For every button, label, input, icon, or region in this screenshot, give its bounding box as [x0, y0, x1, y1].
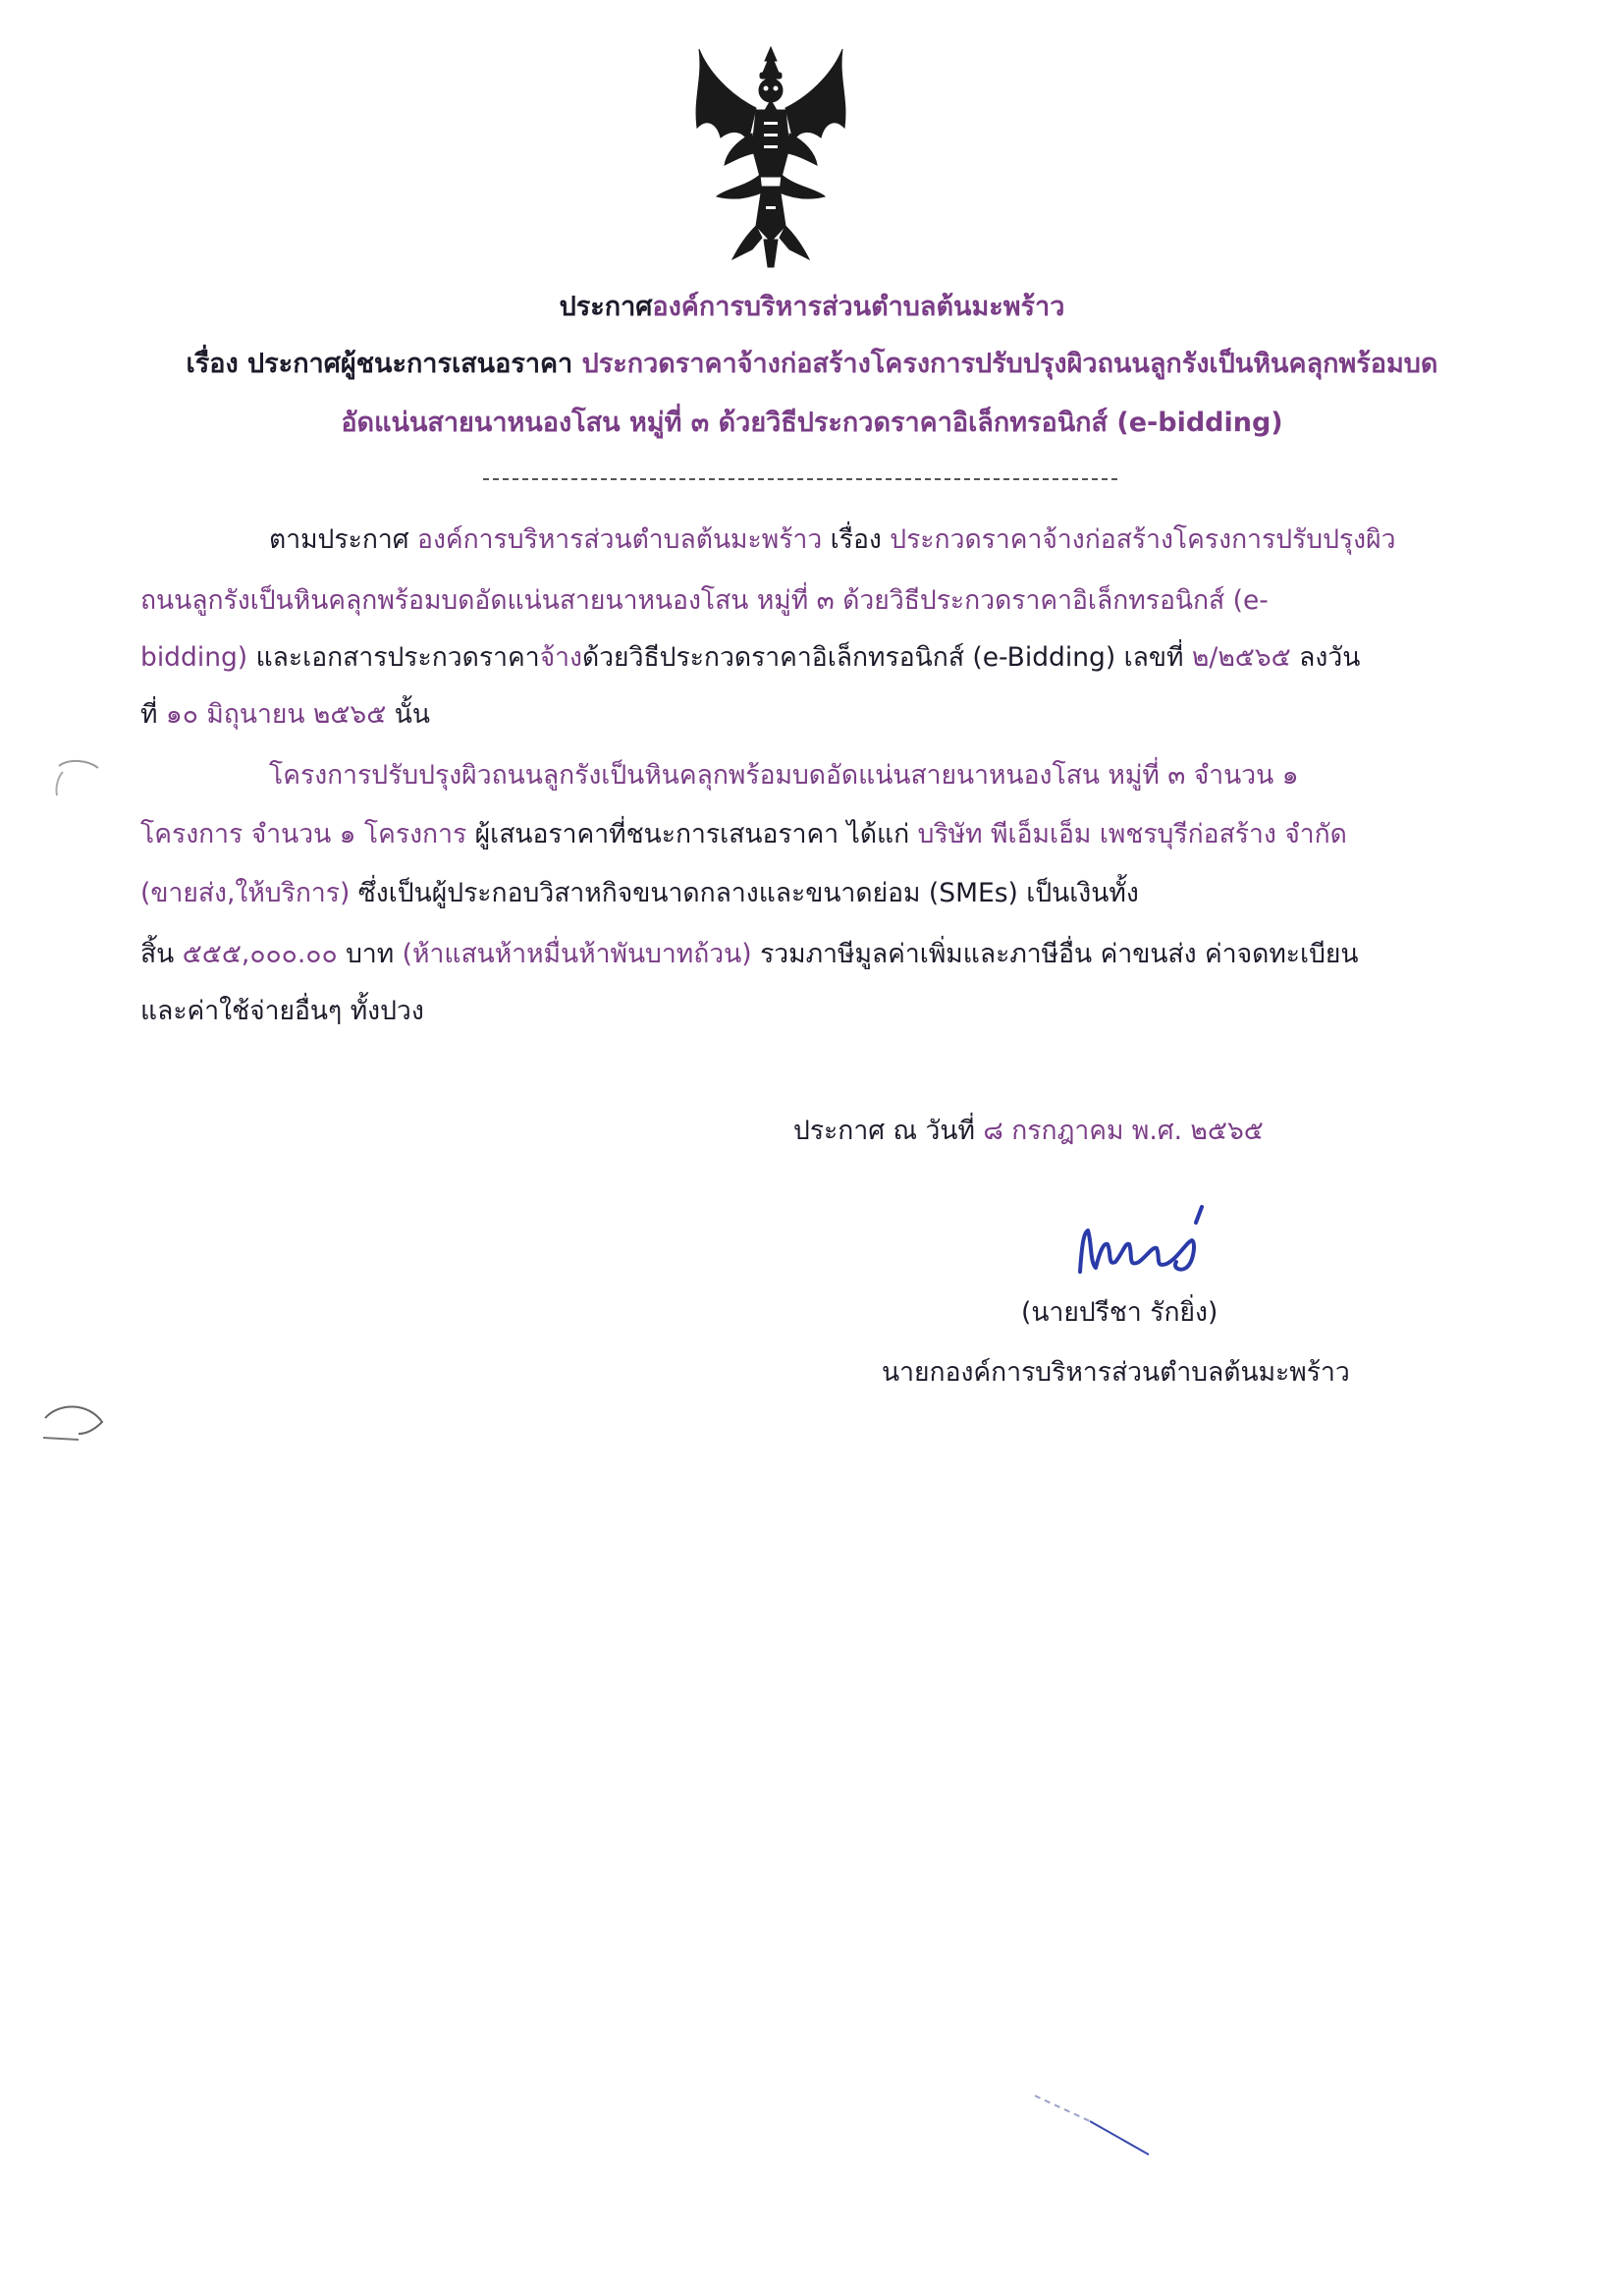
date-value: ๘ กรกฎาคม พ.ศ. ๒๕๖๕ — [983, 1116, 1264, 1146]
signer-title: นายกองค์การบริหารส่วนตำบลต้นมะพร้าว — [882, 1357, 1350, 1388]
p2-text: สิ้น — [140, 939, 175, 969]
paragraph2-line5: และค่าใช้จ่ายอื่นๆ ทั้งปวง — [140, 996, 424, 1026]
p1-organization: องค์การบริหารส่วนตำบลต้นมะพร้าว — [417, 524, 823, 555]
scan-mark — [1031, 2092, 1159, 2160]
handwritten-signature — [1070, 1203, 1227, 1286]
p2-text: รวมภาษีมูลค่าเพิ่มและภาษีอื่น ค่าขนส่ง ค่าจดทะเบียน — [760, 939, 1359, 969]
p1-text: นั้น — [394, 699, 430, 730]
p1-project: ประกวดราคาจ้างก่อสร้างโครงการปรับปรุงผิว — [890, 524, 1396, 555]
title-prefix: ประกาศ — [559, 292, 653, 322]
paragraph1-line1 — [269, 519, 1396, 560]
subject-label: เรื่อง ประกาศผู้ชนะการเสนอราคา — [186, 349, 573, 379]
p1-text: เรื่อง — [830, 524, 882, 555]
subject-text-1: ประกวดราคาจ้างก่อสร้างโครงการปรับปรุงผิวถนนลูกรังเป็นหินคลุกพร้อมบด — [581, 349, 1438, 379]
p2-text: โครงการ จำนวน ๑ โครงการ — [140, 819, 467, 849]
p1-text: ลงวัน — [1299, 642, 1361, 673]
p1-date: ๑๐ มิถุนายน ๒๕๖๕ — [165, 699, 387, 730]
paragraph2-line4 — [140, 933, 1359, 974]
date-label: ประกาศ ณ วันที่ — [793, 1116, 975, 1146]
signer-name: (นายปรีชา รักยิ่ง) — [1021, 1297, 1218, 1328]
p2-company: บริษัท พีเอ็มเอ็ม เพชรบุรีก่อสร้าง จำกัด — [917, 819, 1347, 849]
scan-mark — [49, 756, 108, 815]
p1-text: จ้าง — [539, 642, 582, 673]
garuda-emblem-icon — [687, 39, 854, 275]
paragraph1-line4 — [140, 693, 430, 735]
paragraph1-line3 — [140, 636, 1360, 678]
p2-text: ซึ่งเป็นผู้ประกอบวิสาหกิจขนาดกลางและขนาดย่อม (SMEs) เป็นเงินทั้ง — [357, 878, 1139, 908]
p2-text: ผู้เสนอราคาที่ชนะการเสนอราคา ได้แก่ — [474, 819, 910, 849]
p1-text: ที่ — [140, 699, 158, 730]
p1-text: ตามประกาศ — [269, 524, 409, 555]
p2-text: บาท — [346, 939, 395, 969]
subject-line-2: อัดแน่นสายนาหนองโสน หมู่ที่ ๓ ด้วยวิธีประกวดราคาอิเล็กทรอนิกส์ (e-bidding) — [341, 408, 1283, 438]
p1-text: bidding) — [140, 642, 248, 673]
p2-amount: ๕๕๕,๐๐๐.๐๐ — [182, 939, 338, 969]
scan-mark — [39, 1394, 108, 1453]
divider-line — [483, 478, 1117, 480]
subject-line-1 — [0, 342, 1624, 384]
paragraph2-line3 — [140, 872, 1139, 913]
paragraph2-line2 — [140, 813, 1347, 854]
p1-text: และเอกสารประกวดราคา — [255, 642, 540, 673]
p1-text: ด้วยวิธีประกวดราคาอิเล็กทรอนิกส์ (e-Bidding) เลขที่ — [581, 642, 1184, 673]
p1-document-number: ๒/๒๕๖๕ — [1191, 642, 1291, 673]
p2-text: (ขายส่ง,ให้บริการ) — [140, 878, 351, 908]
p2-amount-words: (ห้าแสนห้าหมื่นห้าพันบาทถ้วน) — [402, 939, 752, 969]
paragraph2-line1: โครงการปรับปรุงผิวถนนลูกรังเป็นหินคลุกพร้อมบดอัดแน่นสายนาหนองโสน หมู่ที่ ๓ จำนวน ๑ — [269, 760, 1299, 791]
paragraph1-line2: ถนนลูกรังเป็นหินคลุกพร้อมบดอัดแน่นสายนาหนองโสน หมู่ที่ ๓ ด้วยวิธีประกวดราคาอิเล็กทรอนิกส์ (e- — [140, 585, 1269, 616]
announcement-title — [0, 285, 1624, 327]
title-organization: องค์การบริหารส่วนตำบลต้นมะพร้าว — [652, 292, 1065, 322]
announcement-date — [793, 1110, 1264, 1151]
